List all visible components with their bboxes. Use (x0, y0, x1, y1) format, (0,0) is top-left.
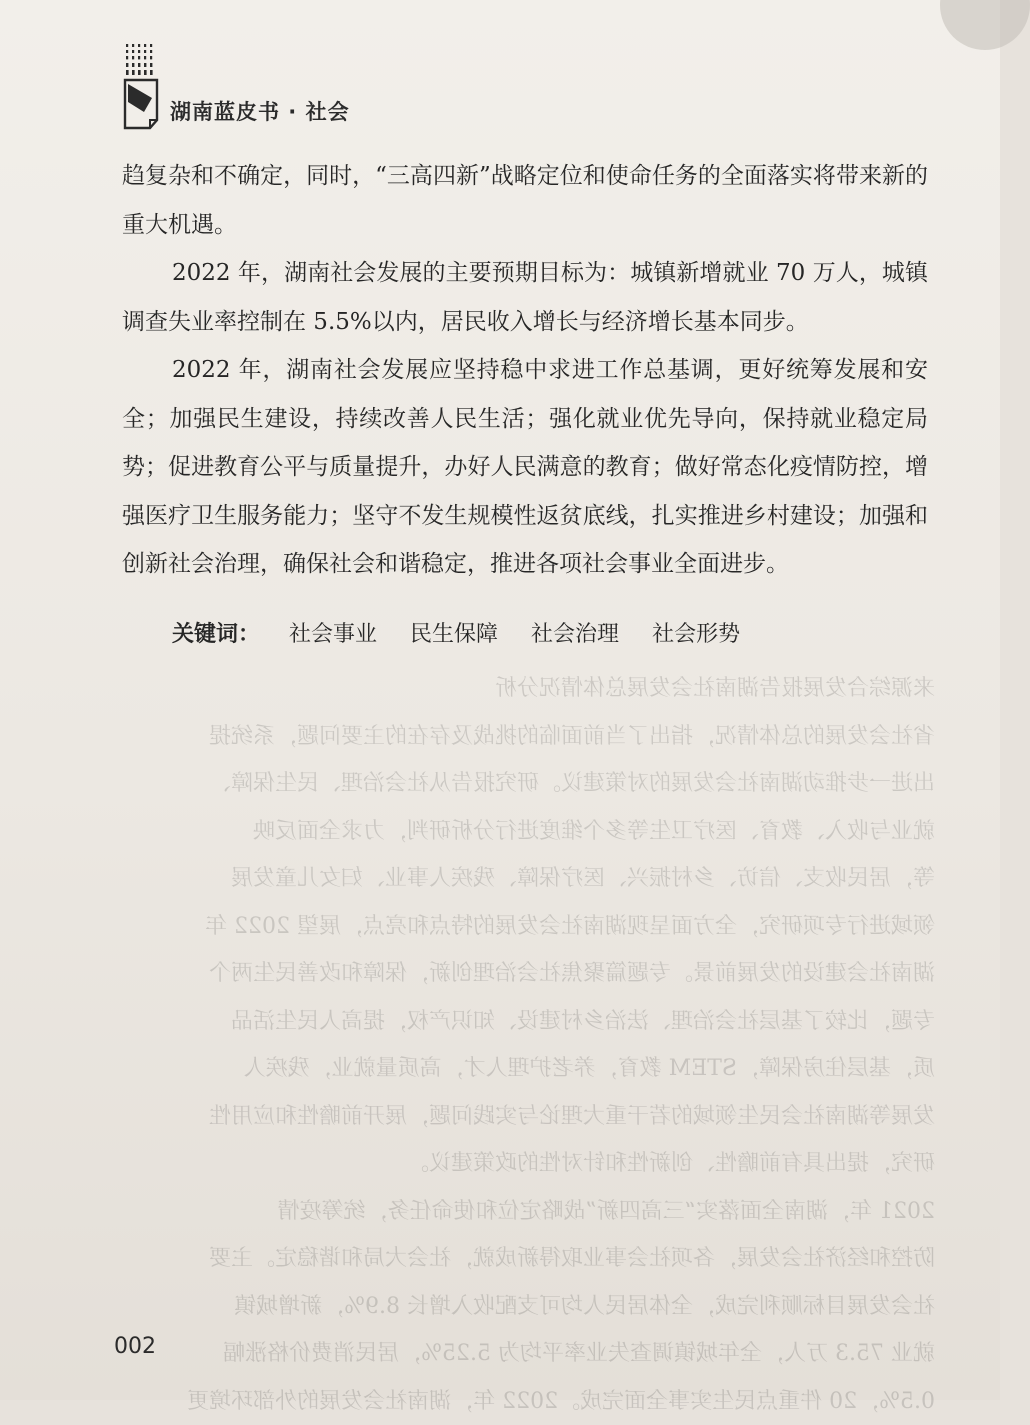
page-corner-shadow (940, 0, 1030, 50)
bleed-line: 领域进行专项研究，全方面呈现湖南社会发展的特点和亮点，展望 2022 年 (115, 903, 935, 951)
bleed-through-text (115, 665, 935, 1425)
bleed-line: 专题，比较了基层社会治理、法治乡村建设、知识产权，提高人民生活品 (115, 998, 935, 1046)
keyword-item: 社会事业 (289, 622, 377, 647)
page-number: 002 (114, 1334, 156, 1359)
bleed-line: 0.5%，20 件重点民生实事全面完成。2022 年，湖南社会发展的外部环境更 (115, 1378, 935, 1425)
bleed-line: 就业与收入、教育、医疗卫生等多个维度进行分析研判，力求全面反映 (115, 808, 935, 856)
bleed-line: 出进一步推动湖南社会发展的对策建议。研究报告从社会治理、民生保障、 (115, 760, 935, 808)
bleed-line: 来源综合发展报告湖南社会发展总体情况分析 (115, 665, 935, 713)
keyword-item: 民生保障 (410, 622, 498, 647)
bleed-line: 湖南社会建设的发展前景。专题篇聚焦社会治理创新，保障和改善民生两个 (115, 950, 935, 998)
paragraph-2: 2022 年，湖南社会发展的主要预期目标为：城镇新增就业 70 万人，城镇调查失业率控制在 5.5%以内，居民收入增长与经济增长基本同步。 (122, 249, 928, 346)
bleed-line: 社会发展目标顺利完成，全体居民人均可支配收入增长 8.9%，新增城镇 (115, 1283, 935, 1331)
bleed-line: 防控和经济社会发展，各项社会事业取得新成就，社会大局和谐稳定。主要 (115, 1235, 935, 1283)
bleed-line: 就业 75.3 万人，全年城镇调查失业率平均为 5.25%，居民消费价格涨幅 (115, 1330, 935, 1378)
keywords-label: 关键词： (172, 622, 260, 647)
bleed-line: 省社会发展的总体情况，指出了当前面临的挑战及存在的主要问题，系统提 (115, 713, 935, 761)
bleed-line: 研究，提出具有前瞻性、创新性和针对性的政策建议。 (115, 1140, 935, 1188)
bleed-line: 等，居民收支、信访、乡村振兴、医疗保障、残疾人事业、妇女儿童发展 (115, 855, 935, 903)
paragraph-3: 2022 年，湖南社会发展应坚持稳中求进工作总基调，更好统筹发展和安全；加强民生建设，持续改善人民生活；强化就业优先导向，保持就业稳定局势；促进教育公平与质量提升，办好人民满意的教育；做好常态化疫情防控，增强医疗卫生服务能力；坚守不发生规模性返贫底线，扎实推进乡村建设；加强和创新社会治理，确保社会和谐稳定，推进各项社会事业全面进步。 (122, 346, 928, 589)
bleed-line: 发展等湖南社会民生领域的若干重大理论与实践问题，展开前瞻性和应用性 (115, 1093, 935, 1141)
bleed-line: 2021 年，湖南全面落实“三高四新”战略定位和使命任务，统筹疫情 (115, 1188, 935, 1236)
bleed-line: 质，基层住房保障，STEM 教育，养老护理人才，高质量就业，残疾人 (115, 1045, 935, 1093)
running-head: 湖南蓝皮书 · 社会 (170, 96, 350, 126)
keywords-line (172, 617, 766, 648)
body-text (122, 152, 928, 589)
book-series-logo-icon (122, 42, 160, 132)
keyword-item: 社会治理 (531, 622, 619, 647)
keyword-item: 社会形势 (652, 622, 740, 647)
paragraph-1: 趋复杂和不确定，同时，“三高四新”战略定位和使命任务的全面落实将带来新的重大机遇。 (122, 152, 928, 249)
